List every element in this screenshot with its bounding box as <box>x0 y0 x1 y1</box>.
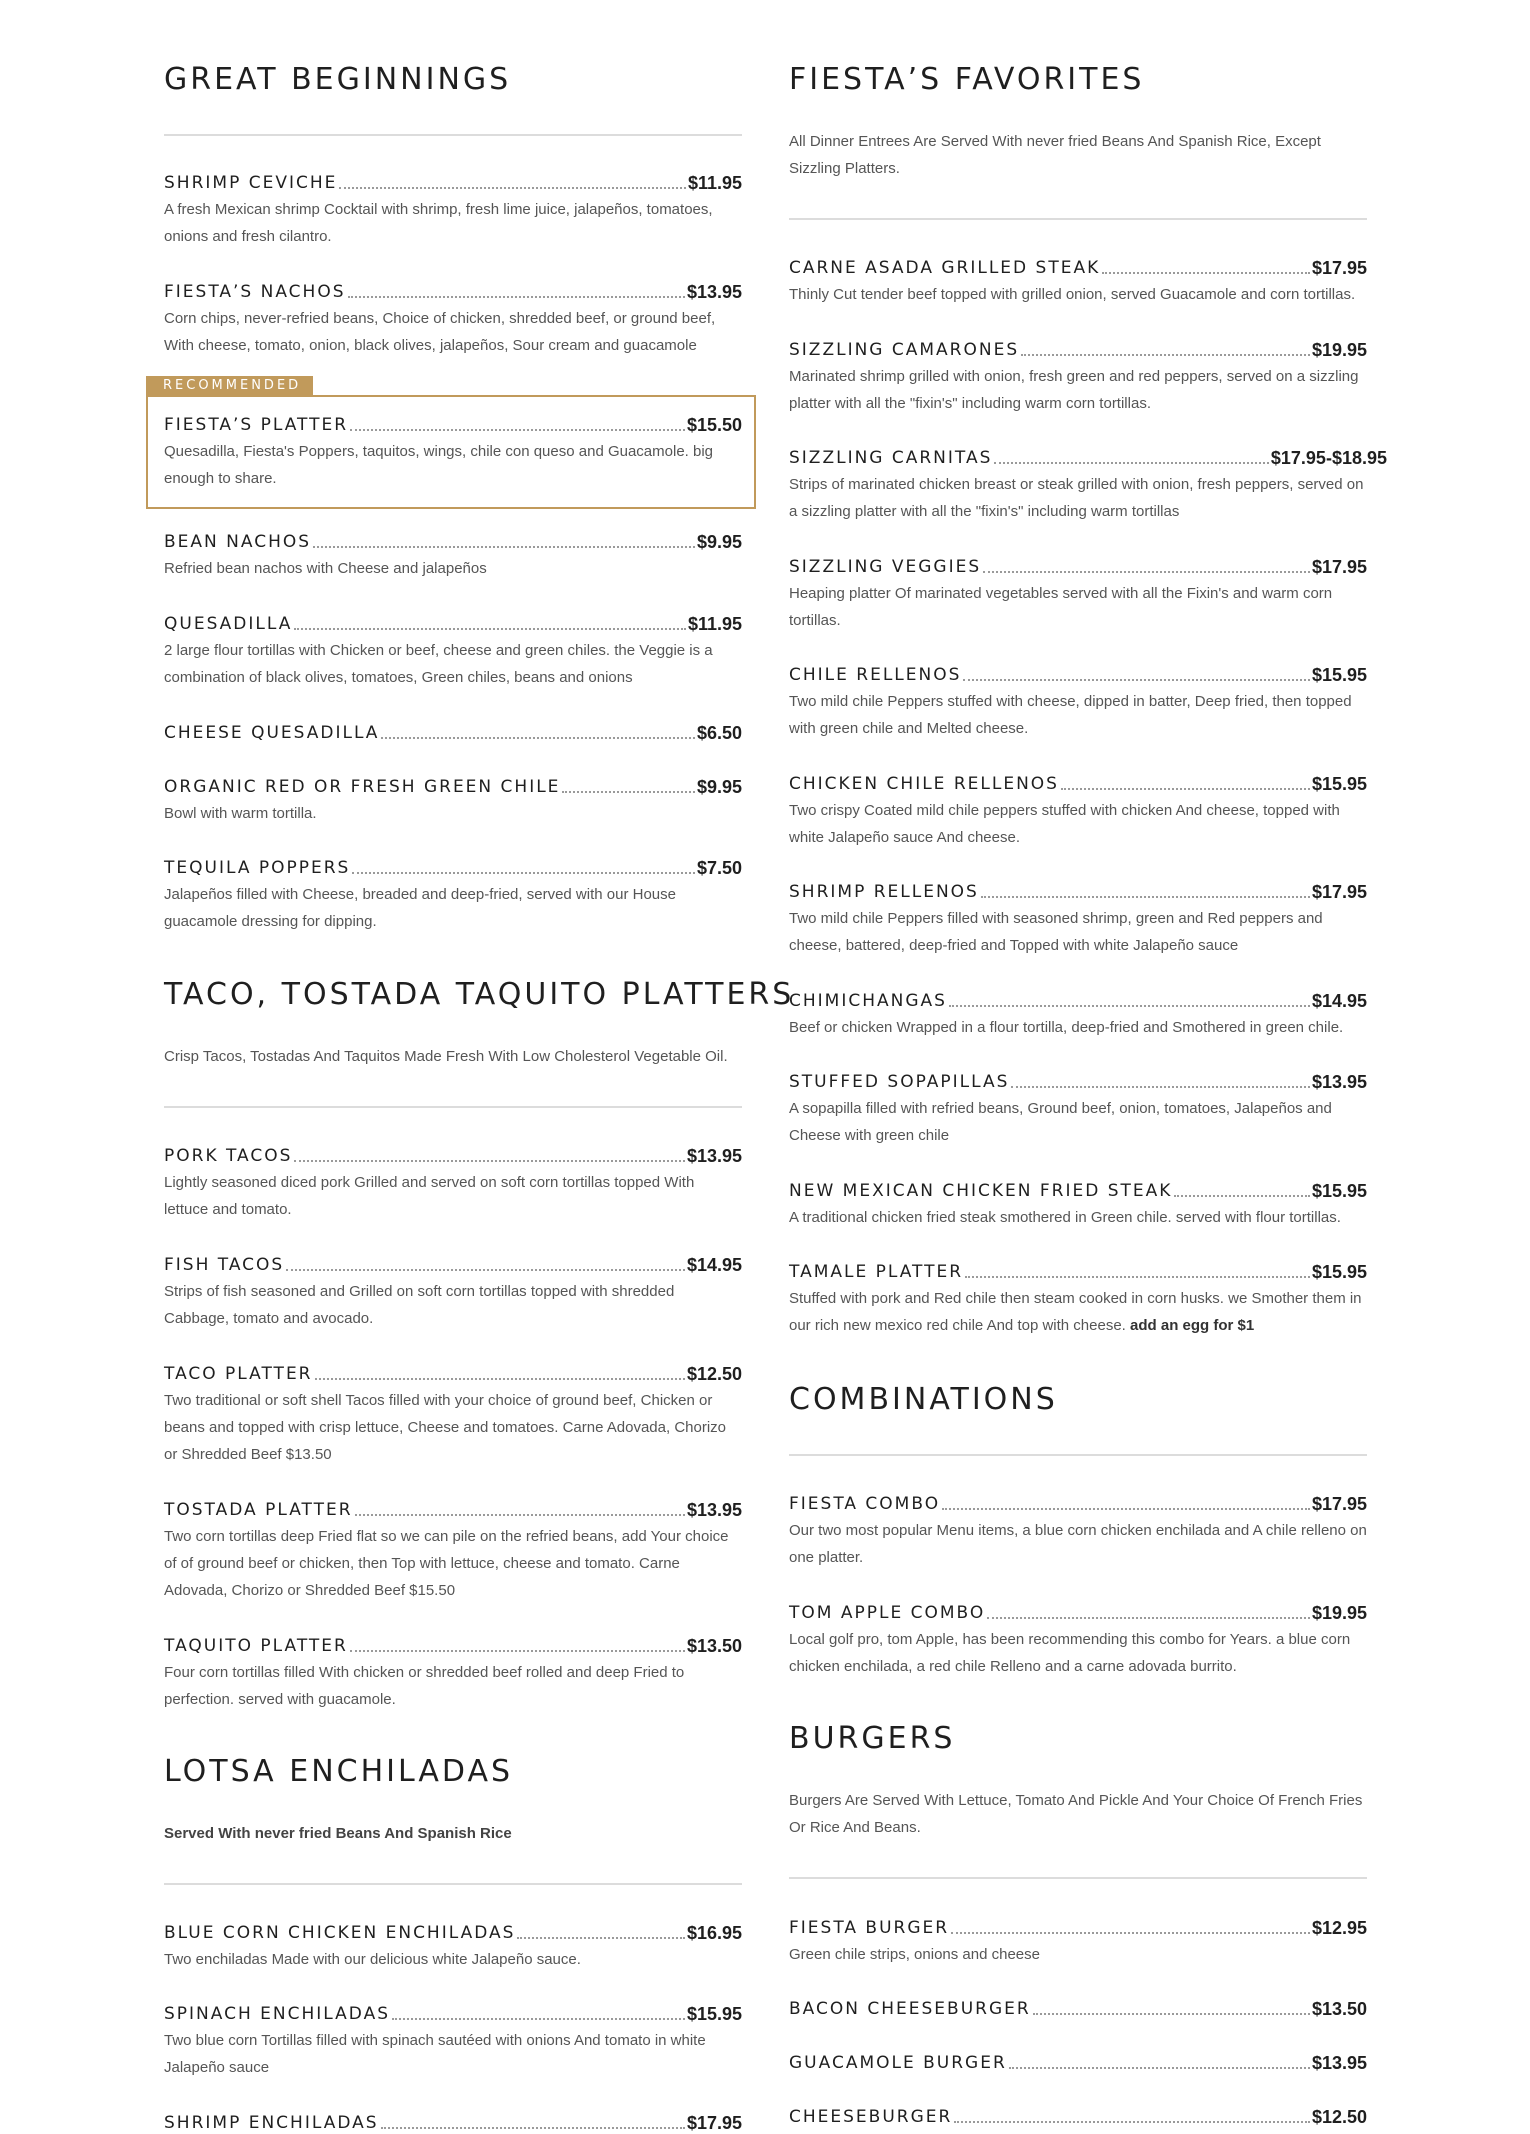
dot-leader <box>1033 2013 1310 2015</box>
item-price: $13.50 <box>686 1636 742 1656</box>
section-divider <box>789 218 1367 220</box>
item-name: SPINACH ENCHILADAS <box>164 2004 390 2024</box>
item-name: GUACAMOLE BURGER <box>789 2053 1007 2073</box>
menu-item <box>164 774 742 827</box>
item-description: Corn chips, never-refried beans, Choice of chicken, shredded beef, or ground beef, With cheese, tomato, onion, black olives, jalapeños, Sour cream and guacamole <box>164 310 716 354</box>
item-description: Refried bean nachos with Cheese and jalapeños <box>164 560 487 577</box>
item-description: Four corn tortillas filled With chicken or shredded beef rolled and deep Fried to perfection. served with guacamole. <box>164 1664 685 1708</box>
dot-leader <box>1061 788 1310 790</box>
item-description: Marinated shrimp grilled with onion, fresh green and red peppers, served on a sizzling platter with all the "fixin's" including warm corn tortillas. <box>789 368 1359 412</box>
menu-item <box>789 1996 1367 2020</box>
menu-item <box>789 337 1367 417</box>
menu-item <box>164 1920 742 1973</box>
dot-leader <box>1011 1086 1310 1088</box>
item-price: $13.95 <box>686 282 742 302</box>
item-price: $11.95 <box>687 614 742 634</box>
item-name: SHRIMP ENCHILADAS <box>164 2113 379 2133</box>
item-price: $6.50 <box>696 723 742 743</box>
menu-item <box>164 1361 742 1468</box>
item-price: $17.95 <box>1311 557 1367 577</box>
menu-item <box>164 2001 742 2081</box>
menu-item <box>164 529 742 582</box>
item-name: STUFFED SOPAPILLAS <box>789 1072 1010 1092</box>
item-name: BLUE CORN CHICKEN ENCHILADAS <box>164 1923 516 1943</box>
menu-item <box>164 170 742 250</box>
dot-leader <box>381 737 695 739</box>
item-price: $13.95 <box>686 1146 742 1166</box>
item-price: $9.95 <box>696 532 742 552</box>
section-title-lotsa-enchiladas: LOTSA ENCHILADAS <box>164 1754 514 1789</box>
item-name: TAQUITO PLATTER <box>164 1636 348 1656</box>
dot-leader <box>350 429 685 431</box>
item-name: BACON CHEESEBURGER <box>789 1999 1031 2019</box>
item-description: 2 large flour tortillas with Chicken or beef, cheese and green chiles. the Veggie is a combination of black olives, tomatoes, Green chiles, beans and onions <box>164 642 713 686</box>
dot-leader <box>965 1276 1310 1278</box>
item-name: SHRIMP RELLENOS <box>789 882 979 902</box>
item-price: $15.95 <box>1311 1181 1367 1201</box>
recommended-badge: RECOMMENDED <box>146 376 313 396</box>
item-name: FIESTA’S NACHOS <box>164 282 346 302</box>
dot-leader <box>983 571 1310 573</box>
dot-leader <box>954 2121 1310 2123</box>
item-name: SIZZLING CARNITAS <box>789 448 993 468</box>
item-description: Two mild chile Peppers stuffed with cheese, dipped in batter, Deep fried, then topped with green chile and Melted cheese. <box>789 693 1352 737</box>
menu-item <box>164 1633 742 1713</box>
dot-leader <box>994 462 1268 464</box>
dot-leader <box>381 2127 685 2129</box>
dot-leader <box>294 1160 685 1162</box>
item-price: $19.95 <box>1311 1603 1367 1623</box>
item-price: $15.95 <box>1311 1262 1367 1282</box>
dot-leader <box>350 1650 685 1652</box>
item-price: $14.95 <box>686 1255 742 1275</box>
section-title-combinations: COMBINATIONS <box>789 1382 1058 1417</box>
item-price: $15.95 <box>686 2004 742 2024</box>
dot-leader <box>517 1937 685 1939</box>
dot-leader <box>942 1508 1310 1510</box>
dot-leader <box>315 1378 685 1380</box>
item-price: $13.95 <box>1311 2053 1367 2073</box>
menu-item <box>789 2050 1367 2074</box>
menu-item <box>164 2110 742 2134</box>
item-name: TEQUILA POPPERS <box>164 858 351 878</box>
item-name: TAMALE PLATTER <box>789 1262 964 1282</box>
section-divider <box>164 1883 742 1885</box>
menu-item <box>164 1497 742 1604</box>
menu-item <box>789 1178 1367 1231</box>
item-name: CARNE ASADA GRILLED STEAK <box>789 258 1101 278</box>
dot-leader <box>286 1269 685 1271</box>
item-price: $7.50 <box>696 858 742 878</box>
item-price: $12.50 <box>1311 2107 1367 2127</box>
menu-item <box>789 554 1367 634</box>
item-description: Two enchiladas Made with our delicious white Jalapeño sauce. <box>164 1951 581 1968</box>
item-description: Local golf pro, tom Apple, has been recommending this combo for Years. a blue corn chicken enchilada, a red chile Relleno and a carne adovada burrito. <box>789 1631 1351 1675</box>
item-price: $19.95 <box>1311 340 1367 360</box>
item-name: FIESTA COMBO <box>789 1494 941 1514</box>
dot-leader <box>949 1005 1310 1007</box>
item-description: Strips of fish seasoned and Grilled on soft corn tortillas topped with shredded Cabbage, tomato and avocado. <box>164 1283 675 1327</box>
item-name: NEW MEXICAN CHICKEN FRIED STEAK <box>789 1181 1173 1201</box>
menu-item <box>789 879 1367 959</box>
menu-item <box>789 2104 1367 2128</box>
menu-item <box>789 1491 1367 1571</box>
menu-item <box>164 720 742 744</box>
dot-leader <box>987 1617 1310 1619</box>
item-name: PORK TACOS <box>164 1146 293 1166</box>
menu-item <box>164 1143 742 1223</box>
section-intro: Burgers Are Served With Lettuce, Tomato And Pickle And Your Choice Of French Fries Or Rice And Beans. <box>789 1792 1363 1836</box>
menu-item <box>789 445 1387 525</box>
menu-item <box>164 1252 742 1332</box>
item-description: Strips of marinated chicken breast or steak grilled with onion, fresh peppers, served on a sizzling platter with all the "fixin's" including warm tortillas <box>789 476 1364 520</box>
dot-leader <box>981 896 1310 898</box>
dot-leader <box>1102 272 1310 274</box>
item-description: Bowl with warm tortilla. <box>164 805 317 822</box>
item-price: $17.95 <box>1311 882 1367 902</box>
item-description: A sopapilla filled with refried beans, Ground beef, onion, tomatoes, Jalapeños and Cheese with green chile <box>789 1100 1332 1144</box>
item-price: $15.95 <box>1311 774 1367 794</box>
item-name: BEAN NACHOS <box>164 532 312 552</box>
item-name: SIZZLING VEGGIES <box>789 557 982 577</box>
item-description: Lightly seasoned diced pork Grilled and served on soft corn tortillas topped With lettuce and tomato. <box>164 1174 695 1218</box>
item-price: $15.95 <box>1311 665 1367 685</box>
item-name: CHICKEN CHILE RELLENOS <box>789 774 1059 794</box>
item-description: Heaping platter Of marinated vegetables served with all the Fixin's and warm corn tortillas. <box>789 585 1333 629</box>
item-description: Thinly Cut tender beef topped with grilled onion, served Guacamole and corn tortillas. <box>789 286 1356 303</box>
item-name: CHEESEBURGER <box>789 2107 953 2127</box>
item-price: $12.50 <box>686 1364 742 1384</box>
item-price: $17.95 <box>686 2113 742 2133</box>
item-name: ORGANIC RED OR FRESH GREEN CHILE <box>164 777 561 797</box>
section-title-burgers: BURGERS <box>789 1721 956 1756</box>
item-name: SHRIMP CEVICHE <box>164 173 338 193</box>
item-description: A fresh Mexican shrimp Cocktail with shrimp, fresh lime juice, jalapeños, tomatoes, onions and fresh cilantro. <box>164 201 713 245</box>
item-name: TOSTADA PLATTER <box>164 1500 353 1520</box>
item-description: Two traditional or soft shell Tacos filled with your choice of ground beef, Chicken or beans and topped with crisp lettuce, Cheese and tomatoes. Carne Adovada, Chorizo or Shredded Beef $13.50 <box>164 1392 727 1463</box>
item-description: Two mild chile Peppers filled with seasoned shrimp, green and Red peppers and cheese, battered, deep-fried and Topped with white Jalapeño sauce <box>789 910 1323 954</box>
item-description: A traditional chicken fried steak smothered in Green chile. served with flour tortillas. <box>789 1209 1341 1226</box>
menu-item <box>789 255 1367 308</box>
section-title-fiestas-favorites: FIESTA’S FAVORITES <box>789 62 1145 97</box>
item-name: FIESTA’S PLATTER <box>164 415 349 435</box>
section-intro: All Dinner Entrees Are Served With never fried Beans And Spanish Rice, Except Sizzling Platters. <box>789 133 1321 177</box>
item-name: SIZZLING CAMARONES <box>789 340 1020 360</box>
item-description: Quesadilla, Fiesta's Poppers, taquitos, wings, chile con queso and Guacamole. big enough to share. <box>164 443 714 487</box>
item-price: $14.95 <box>1311 991 1367 1011</box>
dot-leader <box>951 1932 1310 1934</box>
item-description: Two crispy Coated mild chile peppers stuffed with chicken And cheese, topped with white Jalapeño sauce And cheese. <box>789 802 1340 846</box>
item-price: $15.50 <box>686 415 742 435</box>
item-description-text: Stuffed with pork and Red chile then steam cooked in corn husks. we Smother them in our rich new mexico red chile And top with cheese. <box>789 1290 1362 1334</box>
dot-leader <box>562 791 695 793</box>
dot-leader <box>1174 1195 1309 1197</box>
item-name: QUESADILLA <box>164 614 293 634</box>
item-name: FIESTA BURGER <box>789 1918 950 1938</box>
section-intro: Served With never fried Beans And Spanish Rice <box>164 1825 512 1842</box>
dot-leader <box>294 628 686 630</box>
item-name: CHEESE QUESADILLA <box>164 723 380 743</box>
dot-leader <box>355 1514 685 1516</box>
item-price: $13.95 <box>686 1500 742 1520</box>
item-price: $11.95 <box>687 173 742 193</box>
section-divider <box>164 134 742 136</box>
item-description: Two corn tortillas deep Fried flat so we can pile on the refried beans, add Your choice of of ground beef or chicken, then Top with lettuce, cheese and tomato. Carne Adovada, Chorizo or Shredded Beef $15.50 <box>164 1528 729 1599</box>
item-description-extra: add an egg for $1 <box>1130 1317 1255 1334</box>
item-name: CHIMICHANGAS <box>789 991 947 1011</box>
item-description: Jalapeños filled with Cheese, breaded and deep-fried, served with our House guacamole dressing for dipping. <box>164 886 676 930</box>
item-price: $12.95 <box>1311 1918 1367 1938</box>
menu-item-recommended <box>164 412 742 492</box>
dot-leader <box>348 296 685 298</box>
section-divider <box>164 1106 742 1108</box>
menu-item <box>789 771 1367 851</box>
item-price: $13.50 <box>1311 1999 1367 2019</box>
section-title-taco-platters: TACO, TOSTADA TAQUITO PLATTERS <box>164 977 795 1012</box>
menu-item <box>789 1915 1367 1968</box>
item-description <box>789 1283 1367 1339</box>
menu-item <box>164 279 742 359</box>
dot-leader <box>963 679 1310 681</box>
dot-leader <box>313 546 695 548</box>
item-price: $17.95 <box>1311 1494 1367 1514</box>
menu-item <box>789 1069 1367 1149</box>
section-intro: Crisp Tacos, Tostadas And Taquitos Made Fresh With Low Cholesterol Vegetable Oil. <box>164 1048 728 1065</box>
item-name: CHILE RELLENOS <box>789 665 962 685</box>
menu-item <box>789 1600 1367 1680</box>
section-divider <box>789 1454 1367 1456</box>
dot-leader <box>392 2018 685 2020</box>
dot-leader <box>339 187 686 189</box>
item-price: $16.95 <box>686 1923 742 1943</box>
item-price: $17.95-$18.95 <box>1270 448 1387 468</box>
item-description: Green chile strips, onions and cheese <box>789 1946 1040 1963</box>
dot-leader <box>352 872 695 874</box>
item-price: $17.95 <box>1311 258 1367 278</box>
section-divider <box>789 1877 1367 1879</box>
item-name: TACO PLATTER <box>164 1364 313 1384</box>
menu-item <box>789 1259 1367 1339</box>
item-name: TOM APPLE COMBO <box>789 1603 986 1623</box>
item-description: Two blue corn Tortillas filled with spinach sautéed with onions And tomato in white Jalapeño sauce <box>164 2032 706 2076</box>
section-title-great-beginnings: GREAT BEGINNINGS <box>164 62 512 97</box>
menu-item <box>789 988 1367 1041</box>
menu-item <box>164 611 742 691</box>
dot-leader <box>1021 354 1310 356</box>
dot-leader <box>1009 2067 1310 2069</box>
item-description: Our two most popular Menu items, a blue corn chicken enchilada and A chile relleno on one platter. <box>789 1522 1367 1566</box>
item-name: FISH TACOS <box>164 1255 285 1275</box>
item-price: $9.95 <box>696 777 742 797</box>
menu-item <box>164 855 742 935</box>
item-price: $13.95 <box>1311 1072 1367 1092</box>
menu-item <box>789 662 1367 742</box>
item-description: Beef or chicken Wrapped in a flour tortilla, deep-fried and Smothered in green chile. <box>789 1019 1344 1036</box>
